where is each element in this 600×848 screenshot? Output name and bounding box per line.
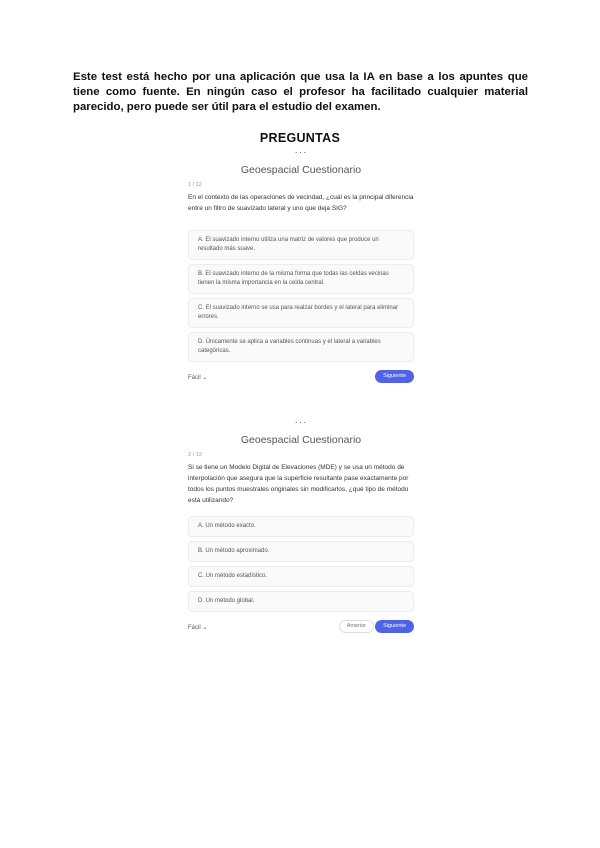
- quiz-card-1: [188, 147, 414, 386]
- difficulty-label: Fácil: [188, 375, 201, 381]
- quiz-title: Geoespacial Cuestionario: [240, 434, 362, 446]
- question-counter: 1 / 12: [188, 182, 202, 188]
- chevron-down-icon: ⌄: [202, 625, 208, 631]
- quiz-footer: [188, 370, 414, 386]
- quiz-title: Geoespacial Cuestionario: [240, 164, 362, 176]
- next-button[interactable]: Siguiente: [375, 620, 414, 633]
- option-c[interactable]: C. Un método estadístico.: [188, 566, 414, 587]
- option-d[interactable]: D. Únicamente se aplica a variables continuas y el lateral a variables categóricas.: [188, 332, 414, 362]
- option-b[interactable]: B. Un método aproximado.: [188, 541, 414, 562]
- difficulty-select[interactable]: [188, 624, 207, 631]
- difficulty-label: Fácil: [188, 625, 201, 631]
- chevron-down-icon: ⌄: [202, 375, 208, 381]
- intro-text: Este test está hecho por una aplicación que usa la IA en base a los apuntes que tiene como fuente. En ningún caso el profesor ha facilitado cualquier material parecido, pero puede ser útil para el estudio del examen.: [73, 71, 528, 113]
- previous-button[interactable]: Anterior: [339, 620, 374, 633]
- next-button[interactable]: Siguiente: [375, 370, 414, 383]
- quiz-footer: [188, 620, 414, 636]
- question-counter: 2 / 12: [188, 452, 202, 458]
- option-a[interactable]: A. Un método exacto.: [188, 516, 414, 537]
- option-a[interactable]: A. El suavizado interno utiliza una matriz de valores que produce un resultado más suave.: [188, 230, 414, 260]
- page-heading: PREGUNTAS: [259, 131, 341, 145]
- question-text: Si se tiene un Modelo Digital de Elevaciones (MDE) y se usa un método de interpolación que asegura que la superficie resultante pase exactamente por todos los puntos muestrales originales sin modificarlos, ¿qué tipo de método está utilizando?: [188, 464, 409, 504]
- more-dots: ···: [294, 147, 308, 158]
- question-text: En el contexto de las operaciones de vecindad, ¿cuál es la principal diferencia entre un filtro de suavizado lateral y uno que deja SIG?: [188, 194, 414, 212]
- option-b[interactable]: B. El suavizado interno de la misma forma que todas las celdas vecinas tienen la misma importancia en la celda central.: [188, 264, 414, 294]
- difficulty-select[interactable]: [188, 374, 207, 381]
- quiz-card-2: [188, 417, 414, 636]
- more-dots: ···: [294, 417, 308, 428]
- option-d[interactable]: D. Un método global.: [188, 591, 414, 612]
- option-c[interactable]: C. El suavizado interno se usa para realzar bordes y el lateral para eliminar errores.: [188, 298, 414, 328]
